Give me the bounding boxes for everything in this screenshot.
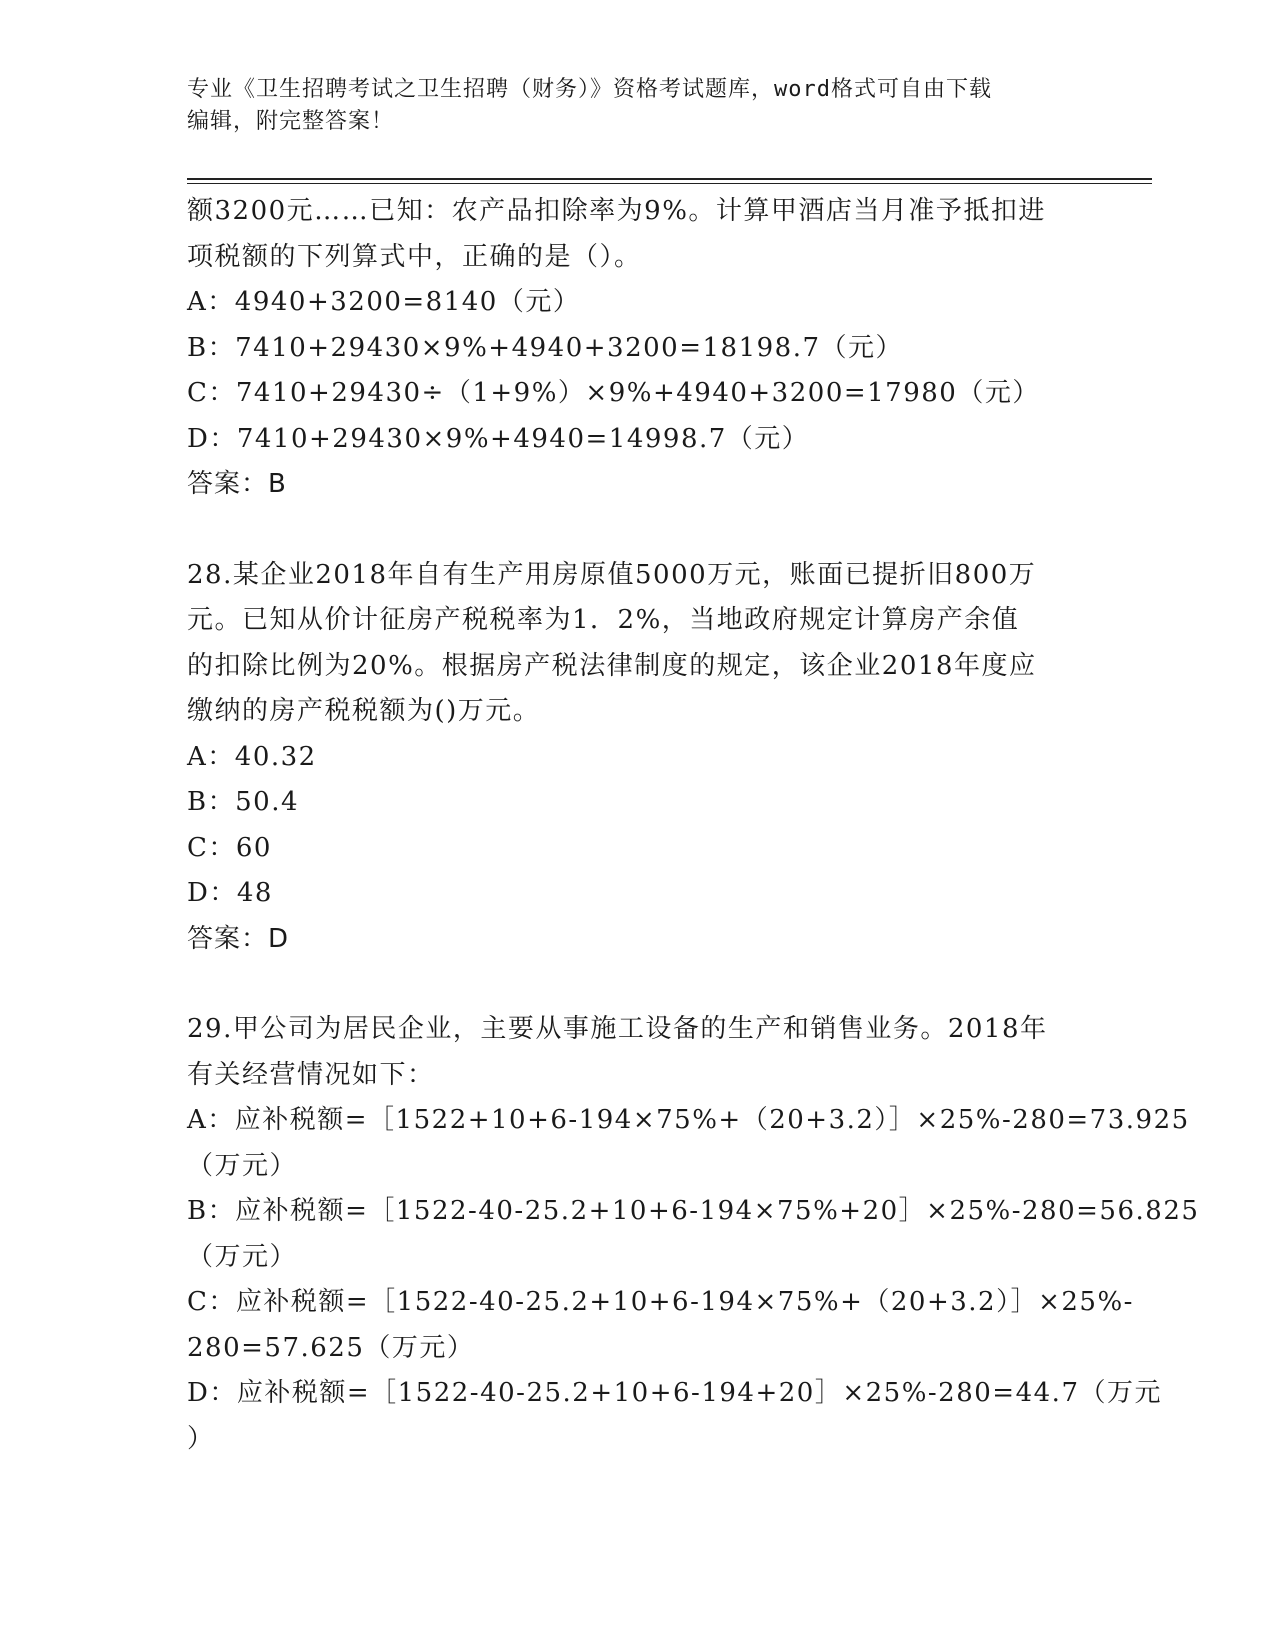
question-stem-line: 的扣除比例为20%。根据房产税法律制度的规定，该企业2018年度应: [187, 650, 1037, 681]
option-a: A：40.32: [187, 741, 317, 772]
question-28: [187, 553, 1087, 963]
question-stem-line: 有关经营情况如下：: [187, 1059, 435, 1090]
header-divider: [187, 178, 1152, 184]
document-header: [187, 74, 1087, 138]
option-c: C：7410+29430÷（1+9%）×9%+4940+3200=17980（元）: [187, 378, 1040, 408]
header-line-2: 编辑，附完整答案！: [187, 109, 395, 134]
option-a: A：应补税额=［1522+10+6-194×75%+（20+3.2）］×25%-280=73.925: [187, 1105, 1190, 1135]
option-a: A：4940+3200=8140（元）: [187, 287, 581, 317]
question-stem-line: 缴纳的房产税税额为()万元。: [187, 696, 541, 726]
question-spacer: [187, 962, 1087, 1007]
option-d: D：48: [187, 878, 273, 908]
option-b: B：7410+29430×9%+4940+3200=18198.7（元）: [187, 332, 904, 363]
question-spacer: [187, 508, 1087, 553]
option-d-continued: ）: [187, 1423, 215, 1454]
option-c-continued: 280=57.625（万元）: [187, 1332, 475, 1363]
question-stem-line: 29.甲公司为居民企业，主要从事施工设备的生产和销售业务。2018年: [187, 1014, 1048, 1044]
question-content: [187, 189, 1200, 1462]
question-29: [187, 1007, 1200, 1462]
question-stem-line: 元。已知从价计征房产税税率为1．2%，当地政府规定计算房产余值: [187, 605, 1020, 635]
answer-line: 答案：B: [187, 469, 287, 499]
option-d: D：应补税额=［1522-40-25.2+10+6-194+20］×25%-280=44.7（万元: [187, 1378, 1162, 1408]
option-a-continued: （万元）: [187, 1150, 298, 1181]
option-d: D：7410+29430×9%+4940=14998.7（元）: [187, 423, 810, 454]
question-27: [187, 189, 1087, 508]
question-stem-line: 项税额的下列算式中，正确的是（）。: [187, 241, 642, 272]
option-b-continued: （万元）: [187, 1241, 298, 1272]
answer-line: 答案：D: [187, 923, 290, 954]
option-c: C：应补税额=［1522-40-25.2+10+6-194×75%+（20+3.2）］×25%-: [187, 1287, 1134, 1317]
question-stem-line: 28.某企业2018年自有生产用房原值5000万元，账面已提折旧800万: [187, 559, 1037, 590]
question-stem-line: 额3200元……已知：农产品扣除率为9%。计算甲酒店当月准予抵扣进: [187, 196, 1046, 226]
option-c: C：60: [187, 832, 272, 863]
header-line-1: 专业《卫生招聘考试之卫生招聘（财务）》资格考试题库，word格式可自由下载: [187, 77, 992, 102]
option-b: B：应补税额=［1522-40-25.2+10+6-194×75%+20］×25%-280=56.825: [187, 1196, 1200, 1226]
option-b: B：50.4: [187, 787, 299, 817]
